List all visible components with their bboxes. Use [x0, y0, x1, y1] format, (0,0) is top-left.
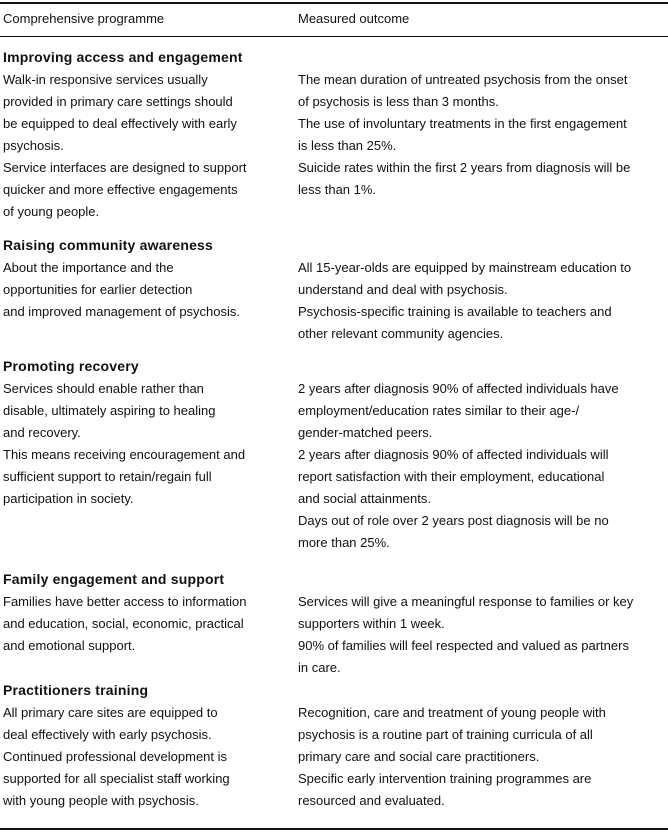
text-line: deal effectively with early psychosis. — [3, 727, 212, 742]
text-line: This means receiving encouragement and — [3, 447, 246, 462]
text-line: participation in society. — [3, 491, 134, 506]
text-line: Suicide rates within the first 2 years from diagnosis will be — [298, 160, 631, 175]
text-line: less than 1%. — [298, 182, 377, 197]
outcome-text — [298, 257, 668, 345]
section-title: Promoting recovery — [3, 358, 139, 374]
text-line: report satisfaction with their employment, educational — [298, 469, 605, 484]
text-line: and social attainments. — [298, 491, 431, 506]
outcome-text — [298, 591, 668, 679]
text-line: Services should enable rather than — [3, 381, 204, 396]
text-line: is less than 25%. — [298, 138, 397, 153]
text-line: of young people. — [3, 204, 100, 219]
section-title: Practitioners training — [3, 682, 149, 698]
text-line: Walk-in responsive services usually — [3, 72, 208, 87]
top-rule — [0, 2, 668, 4]
text-line: Psychosis-specific training is available to teachers and — [298, 304, 612, 319]
text-line: Days out of role over 2 years post diagnosis will be no — [298, 513, 609, 528]
header-rule — [0, 36, 668, 37]
text-line: psychosis is a routine part of training curricula of all — [298, 727, 593, 742]
text-line: and improved management of psychosis. — [3, 304, 241, 319]
text-line: Services will give a meaningful response to families or key — [298, 594, 634, 609]
text-line: of psychosis is less than 3 months. — [298, 94, 499, 109]
text-line: primary care and social care practitioners. — [298, 749, 540, 764]
text-line: with young people with psychosis. — [3, 793, 199, 808]
text-line: disable, ultimately aspiring to healing — [3, 403, 216, 418]
text-line: Families have better access to information — [3, 594, 247, 609]
programme-text — [3, 591, 288, 657]
text-line: employment/education rates similar to their age-/ — [298, 403, 580, 418]
outcome-text — [298, 378, 668, 554]
text-line: About the importance and the — [3, 260, 174, 275]
text-line: All 15-year-olds are equipped by mainstream education to — [298, 260, 632, 275]
text-line: resourced and evaluated. — [298, 793, 445, 808]
text-line: All primary care sites are equipped to — [3, 705, 218, 720]
header-outcome: Measured outcome — [298, 11, 410, 26]
section-title: Raising community awareness — [3, 237, 214, 253]
text-line: The mean duration of untreated psychosis from the onset — [298, 72, 628, 87]
text-line: and education, social, economic, practical — [3, 616, 244, 631]
section-title: Family engagement and support — [3, 571, 225, 587]
text-line: 90% of families will feel respected and valued as partners — [298, 638, 629, 653]
text-line: The use of involuntary treatments in the first engagement — [298, 116, 627, 131]
section-title: Improving access and engagement — [3, 49, 243, 65]
text-line: 2 years after diagnosis 90% of affected individuals will — [298, 447, 609, 462]
text-line: quicker and more effective engagements — [3, 182, 238, 197]
text-line: gender-matched peers. — [298, 425, 433, 440]
text-line: supported for all specialist staff working — [3, 771, 230, 786]
programme-text — [3, 702, 288, 812]
text-line: other relevant community agencies. — [298, 326, 504, 341]
text-line: be equipped to deal effectively with early — [3, 116, 237, 131]
programme-text — [3, 69, 288, 223]
text-line: psychosis. — [3, 138, 64, 153]
text-line: provided in primary care settings should — [3, 94, 233, 109]
text-line: understand and deal with psychosis. — [298, 282, 508, 297]
text-line: supporters within 1 week. — [298, 616, 445, 631]
bottom-rule — [0, 828, 668, 830]
programme-text — [3, 257, 288, 323]
text-line: 2 years after diagnosis 90% of affected individuals have — [298, 381, 619, 396]
text-line: Recognition, care and treatment of young people with — [298, 705, 606, 720]
text-line: Service interfaces are designed to support — [3, 160, 247, 175]
outcome-text — [298, 69, 668, 201]
text-line: sufficient support to retain/regain full — [3, 469, 212, 484]
programme-text — [3, 378, 288, 510]
outcome-text — [298, 702, 668, 812]
text-line: more than 25%. — [298, 535, 390, 550]
header-programme: Comprehensive programme — [3, 11, 165, 26]
text-line: Specific early intervention training programmes are — [298, 771, 592, 786]
text-line: opportunities for earlier detection — [3, 282, 193, 297]
text-line: and recovery. — [3, 425, 81, 440]
text-line: and emotional support. — [3, 638, 136, 653]
text-line: in care. — [298, 660, 341, 675]
text-line: Continued professional development is — [3, 749, 228, 764]
